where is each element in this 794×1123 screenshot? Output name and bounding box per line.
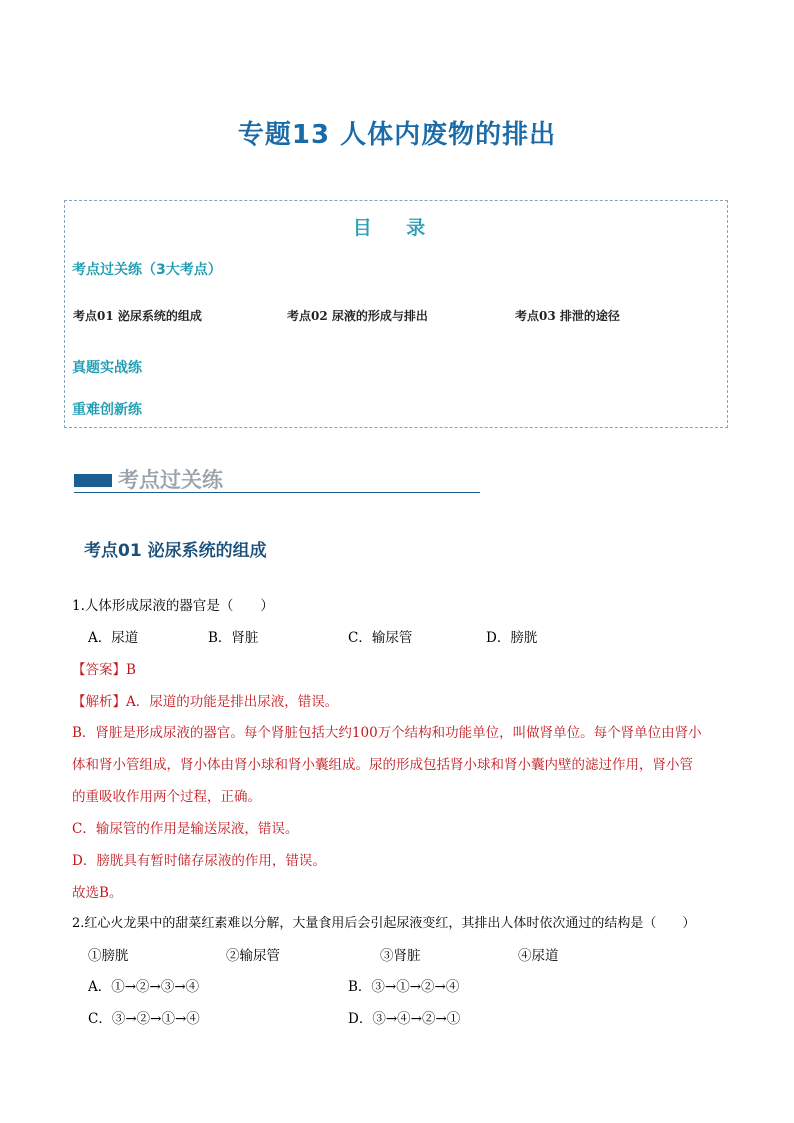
q2-item-3: ③肾脏: [380, 948, 421, 964]
analysis-b-1: B．肾脏是形成尿液的器官。每个肾脏包括大约100万个结构和功能单位，叫做肾单位。每个肾单位由肾小: [72, 725, 702, 741]
sub-section-title: 考点01 泌尿系统的组成: [84, 541, 267, 561]
analysis-label: 【解析】: [72, 694, 126, 710]
analysis-c: C．输尿管的作用是输送尿液，错误。: [72, 821, 299, 837]
q1-option-b: B．肾脏: [208, 630, 259, 646]
toc-item-1[interactable]: 考点01 泌尿系统的组成: [73, 309, 202, 323]
q2-item-1: ①膀胱: [88, 948, 129, 964]
analysis-b-3: 的重吸收作用两个过程，正确。: [72, 789, 261, 805]
toc-item-3[interactable]: 考点03 排泄的途径: [515, 309, 620, 323]
q1-conclusion: 故选B。: [72, 885, 123, 901]
q2-option-d: D．③→④→②→①: [348, 1011, 461, 1027]
analysis-d: D．膀胱具有暂时储存尿液的作用，错误。: [72, 853, 326, 869]
toc-link-zhongnan[interactable]: 重难创新练: [72, 402, 142, 418]
q2-option-a: A．①→②→③→④: [88, 979, 200, 995]
toc-heading: 目 录: [352, 217, 440, 239]
toc-link-kaodian[interactable]: 考点过关练（3大考点）: [72, 262, 222, 278]
section-marker: [74, 474, 112, 487]
q1-answer: 【答案】B: [72, 662, 136, 678]
toc-item-2[interactable]: 考点02 尿液的形成与排出: [287, 309, 428, 323]
analysis-a: A．尿道的功能是排出尿液，错误。: [126, 694, 339, 710]
section-header: [74, 467, 480, 493]
q2-option-b: B．③→①→②→④: [348, 979, 460, 995]
q1-option-a: A．尿道: [88, 630, 139, 646]
q1-option-c: C．输尿管: [348, 630, 413, 646]
table-of-contents: [64, 200, 728, 428]
q1-option-d: D．膀胱: [486, 630, 538, 646]
q2-item-4: ④尿道: [518, 948, 559, 964]
q1-analysis-a-line: [72, 690, 338, 710]
question-2-stem: 2.红心火龙果中的甜菜红素难以分解，大量食用后会引起尿液变红，其排出人体时依次通过的结构是（ ）: [72, 916, 696, 931]
section-label: 考点过关练: [118, 467, 223, 492]
question-1-stem: 1.人体形成尿液的器官是（ ）: [72, 598, 274, 614]
toc-link-zhenti[interactable]: 真题实战练: [72, 360, 142, 376]
page-title: 专题13 人体内废物的排出: [237, 120, 557, 150]
q2-item-2: ②输尿管: [226, 948, 280, 964]
q2-option-c: C．③→②→①→④: [88, 1011, 200, 1027]
analysis-b-2: 体和肾小管组成，肾小体由肾小球和肾小囊组成。尿的形成包括肾小球和肾小囊内壁的滤过作用，肾小管: [72, 757, 693, 773]
